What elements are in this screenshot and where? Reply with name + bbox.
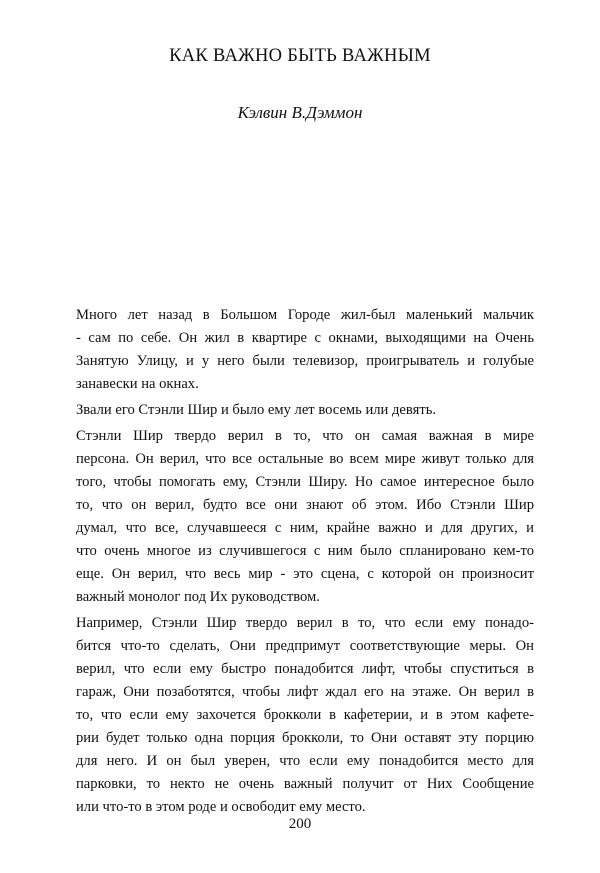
text-line: рии будет только одна порция брокколи, то Они оставят эту порцию — [76, 730, 534, 746]
text-line: Например, Стэнли Шир твердо верил в то, что если ему понадо- — [76, 615, 534, 631]
text-line: что очень многое из случившегося с ним было спланировано кем-то — [76, 543, 534, 559]
paragraph-3 — [76, 425, 534, 609]
text-line: думал, что все, случавшееся с ним, крайне важно и для других, и — [76, 520, 534, 536]
text-line: то, что если ему захочется брокколи в кафетерии, и в этом кафете- — [76, 707, 534, 723]
text-line: бится что-то сделать, Они предпримут соответствующие меры. Он — [76, 638, 534, 654]
text-line: или что-то в этом роде и освободит ему место. — [76, 799, 366, 815]
chapter-title: КАК ВАЖНО БЫТЬ ВАЖНЫМ — [169, 46, 431, 66]
text-line: персона. Он верил, что все остальные во всем мире живут только для — [76, 451, 534, 467]
text-line: еще. Он верил, что весь мир - это сцена, с которой он произносит — [76, 566, 534, 582]
author-name: Кэлвин В.Дэммон — [237, 103, 363, 122]
body-text — [76, 304, 534, 819]
text-line: Стэнли Шир твердо верил в то, что он самая важная в мире — [76, 428, 534, 444]
text-line: Звали его Стэнли Шир и было ему лет восемь или девять. — [76, 402, 437, 418]
text-line: Много лет назад в Большом Городе жил-был маленький мальчик — [76, 307, 534, 323]
text-line: занавески на окнах. — [76, 376, 199, 392]
paragraph-2 — [76, 399, 534, 422]
paragraph-1 — [76, 304, 534, 396]
text-line: - сам по себе. Он жил в квартире с окнами, выходящими на Очень — [76, 330, 534, 346]
text-line: важный монолог под Их руководством. — [76, 589, 320, 605]
text-line: то, что он верил, будто все они знают об этом. Ибо Стэнли Шир — [76, 497, 534, 513]
page-number: 200 — [288, 816, 312, 832]
text-line: того, чтобы помогать ему, Стэнли Ширу. Но самое интересное было — [76, 474, 534, 490]
text-line: для него. И он был уверен, что если ему понадобится место для — [76, 753, 534, 769]
text-line: парковки, то некто не очень важный получит от Них Сообщение — [76, 776, 534, 792]
text-line: Занятую Улицу, и у него были телевизор, проигрыватель и голубые — [76, 353, 534, 369]
paragraph-4 — [76, 612, 534, 819]
text-line: верил, что если ему быстро понадобится лифт, чтобы спуститься в — [76, 661, 534, 677]
text-line: гараж, Они позаботятся, чтобы лифт ждал его на этаже. Он верил в — [76, 684, 534, 700]
